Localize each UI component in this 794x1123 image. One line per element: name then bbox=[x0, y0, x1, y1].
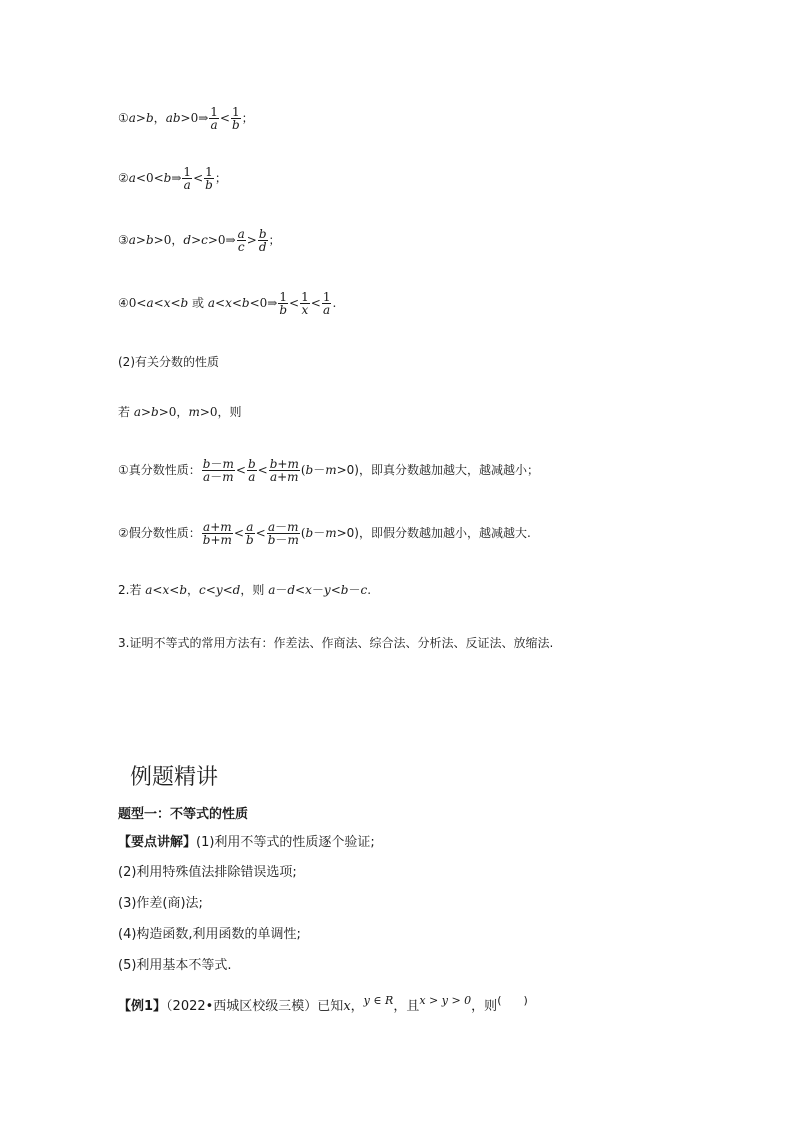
condition-line: 若 a>b>0，m>0，则 bbox=[118, 405, 242, 419]
key-points-line-2: (2)利用特殊值法排除错误选项; bbox=[118, 865, 297, 880]
key-points-line-3: (3)作差(商)法; bbox=[118, 896, 203, 911]
item-1: ①a>b，ab>0⇒ $\frac{1}{a}$ < $\frac{1}{b}$ ； bbox=[118, 105, 254, 132]
topic-title: 题型一：不等式的性质 bbox=[118, 807, 249, 822]
item-three: 3.证明不等式的常用方法有：作差法、作商法、综合法、分析法、反证法、放缩法. bbox=[118, 636, 554, 650]
item-3: ③a>b>0，d>c>0⇒ $\frac{a}{c}$ > $\frac{b}{d}$ ； bbox=[118, 227, 281, 254]
section-heading: 例题精讲 bbox=[130, 765, 219, 790]
key-points-line-5: (5)利用基本不等式. bbox=[118, 958, 232, 973]
fraction-1-over-b: $\frac{1}{b}$ bbox=[205, 165, 213, 192]
example-1: 【例1】（2022•西城区校级三模）已知x，$^{y \in R}$，且$^{x > y > 0}$，则( ) bbox=[118, 994, 528, 1014]
proper-fraction-property: ①真分数性质： $\frac{b-m}{a-m}$ < $\frac{b}{a}$ < $\frac{b+m}{a+m}$ (b－m>0)，即真分数越加越大，越减越小； bbox=[118, 457, 539, 484]
fraction-1-over-a: $\frac{1}{a}$ bbox=[183, 165, 192, 192]
fraction-b-over-a: $\frac{b}{a}$ bbox=[247, 457, 256, 484]
fraction-a-over-b: $\frac{a}{b}$ bbox=[245, 520, 254, 547]
fraction-1-over-b: $\frac{1}{b}$ bbox=[231, 105, 240, 132]
item-4: ④0<a<x<b 或 a<x<b<0⇒ $\frac{1}{b}$ < $\frac{1}{x}$ < $\frac{1}{a}$ . bbox=[118, 290, 337, 317]
improper-fraction-property: ②假分数性质： $\frac{a+m}{b+m}$ < $\frac{a}{b}$ < $\frac{a-m}{b-m}$ (b－m>0)，即假分数越加越小，越减越大. bbox=[118, 520, 531, 547]
fraction-a-plus-m-over-b-plus-m: $\frac{a+m}{b+m}$ bbox=[202, 520, 232, 547]
fraction-b-plus-m-over-a-plus-m: $\frac{b+m}{a+m}$ bbox=[269, 457, 299, 484]
item-two: 2.若 a<x<b，c<y<d，则 a－d<x－y<b－c. bbox=[118, 583, 372, 597]
item-2: ②a<0<b⇒ $\frac{1}{a}$ < $\frac{1}{b}$ ； bbox=[118, 165, 227, 192]
fraction-b-over-d: $\frac{b}{d}$ bbox=[258, 227, 267, 254]
fraction-a-minus-m-over-b-minus-m: $\frac{a-m}{b-m}$ bbox=[267, 520, 299, 547]
fraction-a-over-c: $\frac{a}{c}$ bbox=[237, 227, 245, 254]
key-points-line-4: (4)构造函数,利用函数的单调性; bbox=[118, 927, 301, 942]
section-2-title: (2)有关分数的性质 bbox=[118, 355, 219, 369]
fraction-1-over-b: $\frac{1}{b}$ bbox=[279, 290, 288, 317]
fraction-1-over-a: $\frac{1}{a}$ bbox=[210, 105, 218, 132]
fraction-b-minus-m-over-a-minus-m: $\frac{b-m}{a-m}$ bbox=[202, 457, 234, 484]
fraction-1-over-x: $\frac{1}{x}$ bbox=[301, 290, 309, 317]
key-points-line-1: 【要点讲解】(1)利用不等式的性质逐个验证; bbox=[118, 835, 375, 850]
fraction-1-over-a: $\frac{1}{a}$ bbox=[322, 290, 331, 317]
